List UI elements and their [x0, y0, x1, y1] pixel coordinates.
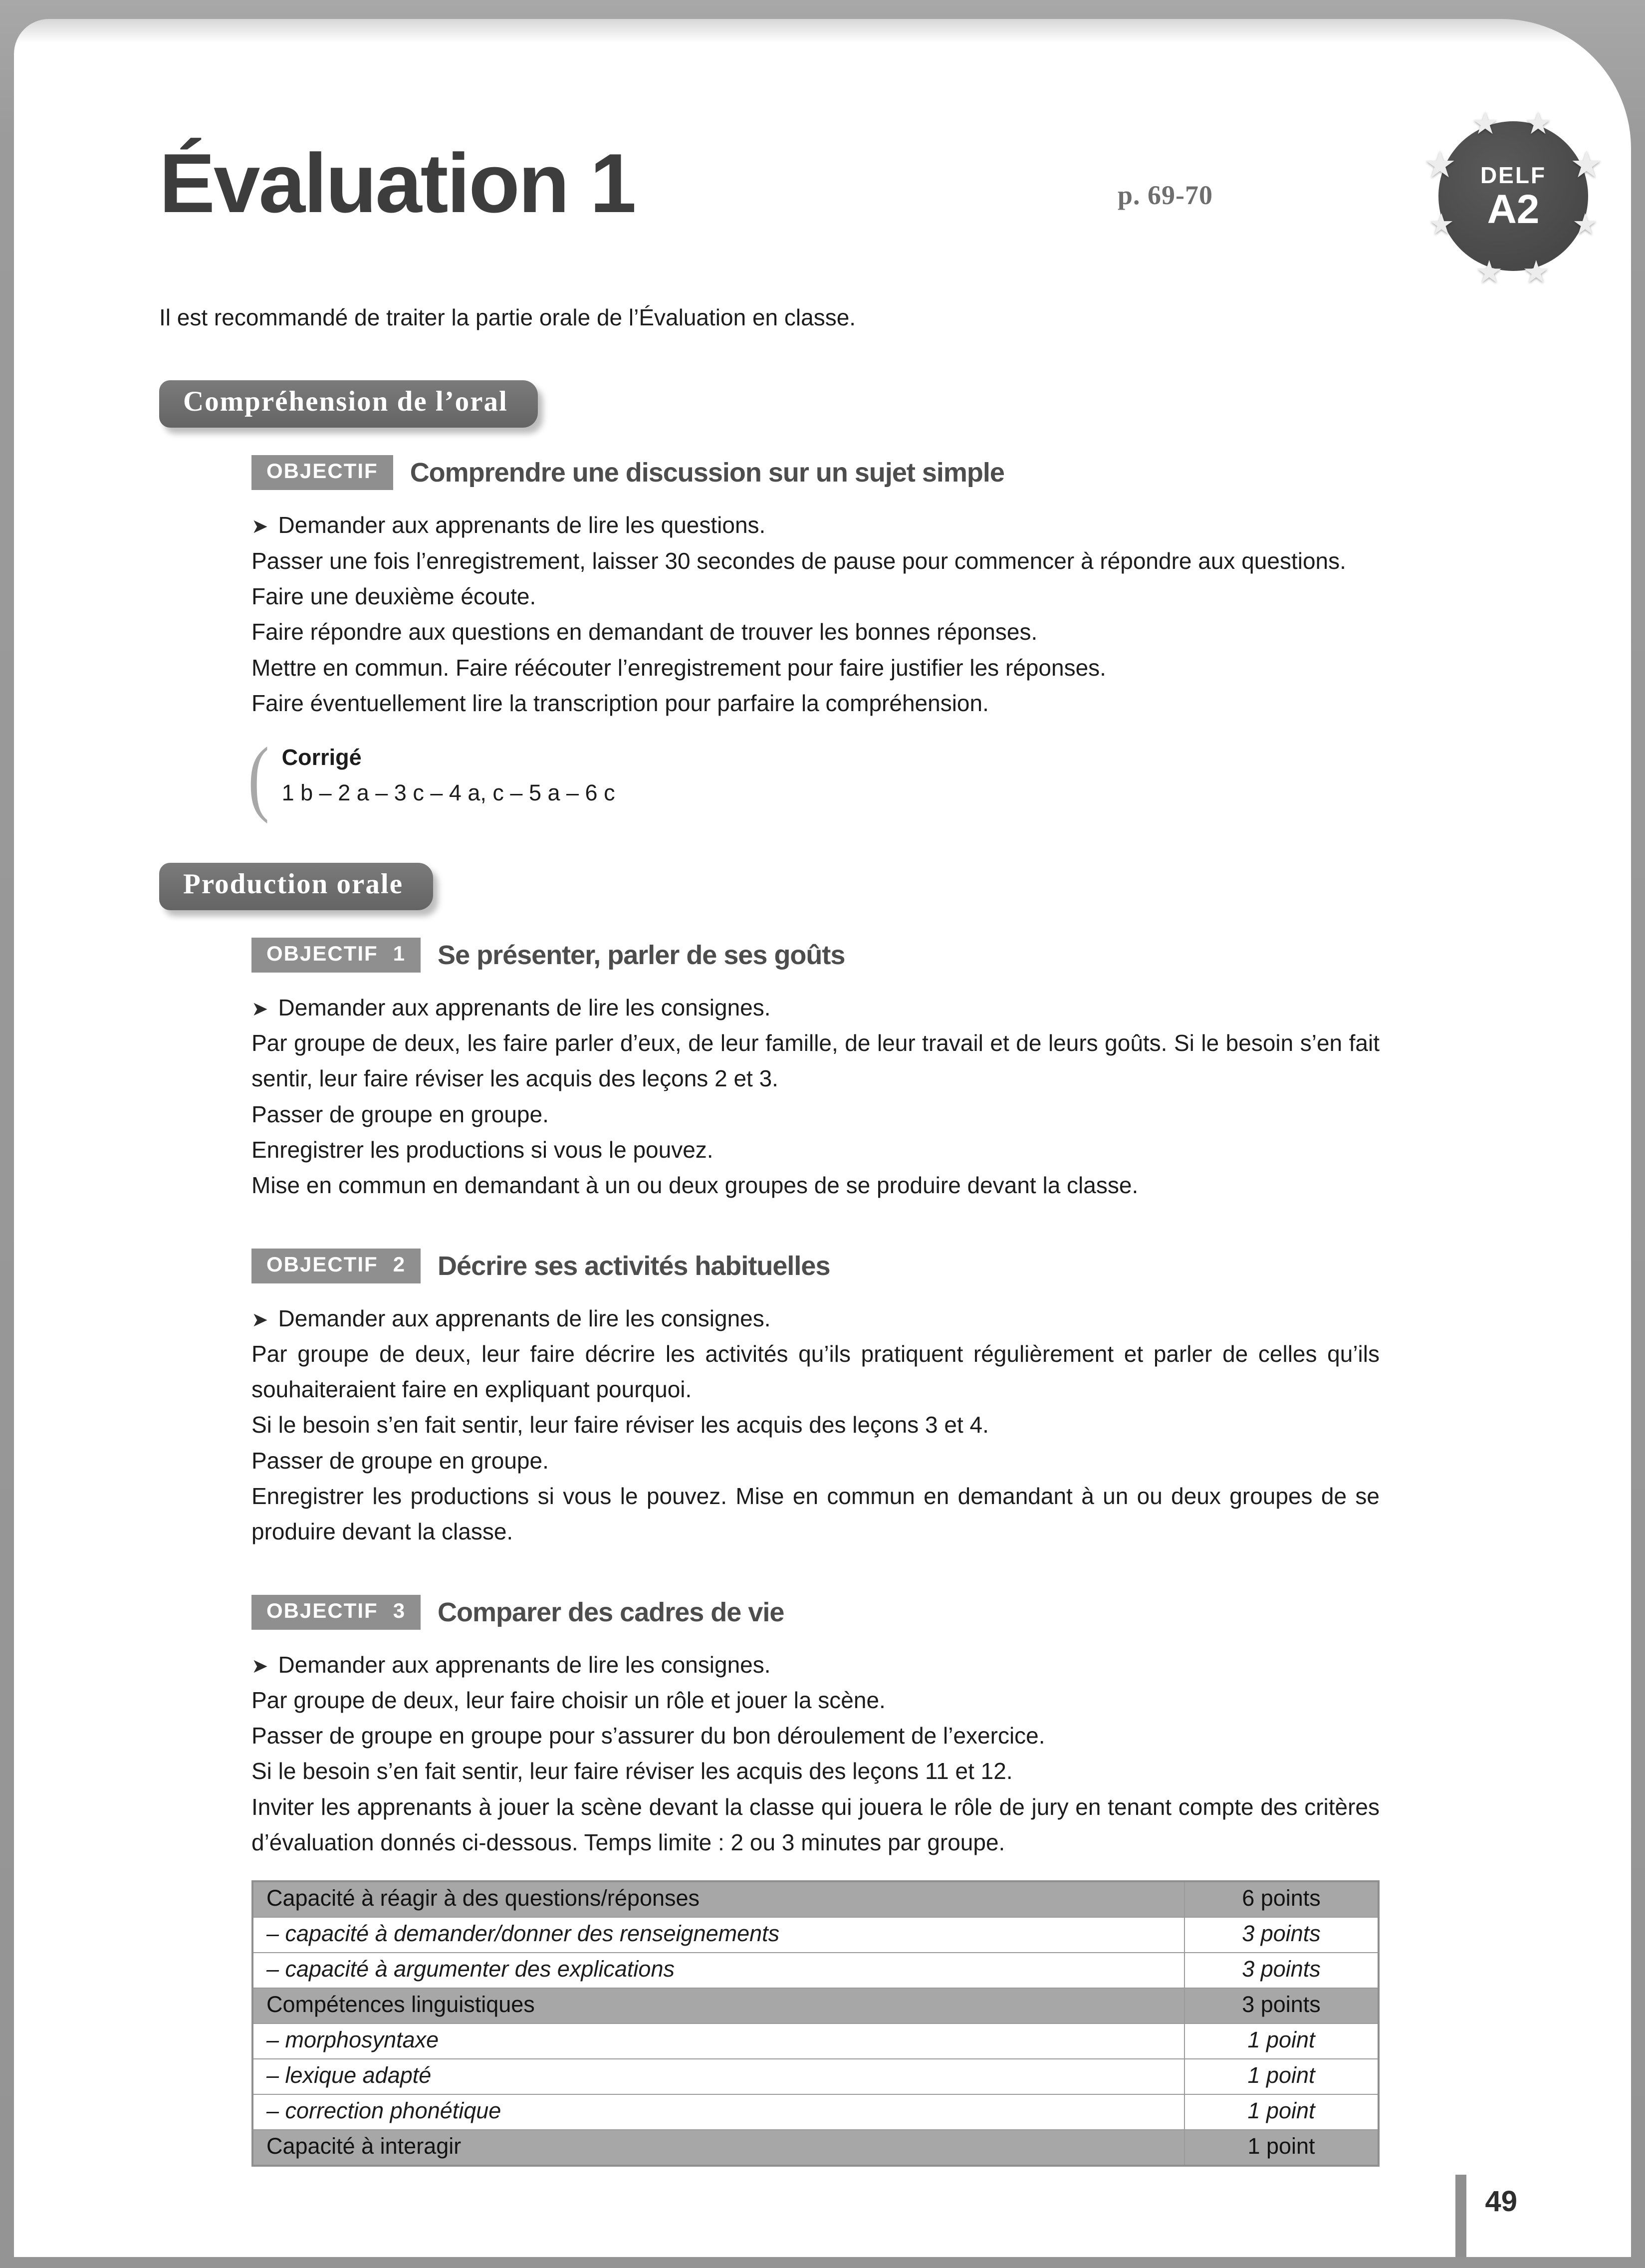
objectif-title: Comparer des cadres de vie: [438, 1597, 784, 1627]
table-row: [252, 2094, 1379, 2130]
paragraph: Par groupe de deux, leur faire décrire les activités qu’ils pratiquent régulièrement et parler de celles qu’ils souhaiteraient faire en expliquant pourquoi.: [251, 1340, 1380, 1403]
arrow-bullet-icon: ➤: [251, 1308, 268, 1331]
objective-block-2: [251, 1249, 1380, 1550]
table-row: [252, 1917, 1379, 1953]
objectif-badge-number: 2: [393, 1252, 406, 1276]
table-row: [252, 1988, 1379, 2023]
criteria-cell: – capacité à demander/donner des renseignements: [252, 1917, 1184, 1953]
section-banner-label: Compréhension de l’oral: [183, 386, 508, 418]
objectif-badge-number: 1: [393, 941, 406, 965]
points-cell: 3 points: [1184, 1917, 1379, 1953]
objectif-badge-number: 3: [393, 1598, 406, 1622]
section-banner-production-orale: [159, 863, 433, 910]
points-cell: 6 points: [1184, 1881, 1379, 1917]
criteria-cell: Capacité à réagir à des questions/réponses: [252, 1881, 1184, 1917]
star-icon: ★: [1572, 208, 1598, 241]
section-comprehension-oral: [248, 455, 1380, 824]
bullet-text: Demander aux apprenants de lire les consignes.: [278, 994, 771, 1020]
section-banner-label: Production orale: [183, 868, 403, 900]
arrow-bullet-icon: ➤: [251, 1655, 268, 1677]
paragraph: Faire une deuxième écoute.: [251, 583, 536, 610]
objectif-badge-label: OBJECTIF: [266, 1252, 378, 1276]
delf-label: DELF: [1480, 162, 1547, 189]
criteria-cell: – morphosyntaxe: [252, 2023, 1184, 2059]
criteria-cell: Capacité à interagir: [252, 2130, 1184, 2166]
criteria-cell: – lexique adapté: [252, 2059, 1184, 2094]
table-row: [252, 1953, 1379, 1988]
delf-a2-badge: [1423, 106, 1603, 289]
page: [14, 19, 1631, 2257]
bullet-text: Demander aux apprenants de lire les consignes.: [278, 1651, 771, 1678]
points-cell: 3 points: [1184, 1988, 1379, 2023]
page-ref: p. 69-70: [1118, 180, 1213, 210]
table-row: [252, 2059, 1379, 2094]
corrige-block: [248, 730, 1380, 824]
instruction-bullet: [251, 1301, 1380, 1336]
corrige-answers: 1 b – 2 a – 3 c – 4 a, c – 5 a – 6 c: [281, 780, 615, 806]
star-icon: ★: [1522, 255, 1550, 289]
corrige-bracket-icon: (: [248, 730, 269, 824]
points-cell: 3 points: [1184, 1953, 1379, 1988]
arrow-bullet-icon: ➤: [251, 515, 268, 538]
bullet-text: Demander aux apprenants de lire les consignes.: [278, 1305, 771, 1331]
objectif-badge: [251, 938, 421, 973]
paragraph: Par groupe de deux, leur faire choisir un rôle et jouer la scène.: [251, 1687, 886, 1713]
criteria-cell: – capacité à argumenter des explications: [252, 1953, 1184, 1988]
points-cell: 1 point: [1184, 2059, 1379, 2094]
intro-text: Il est recommandé de traiter la partie orale de l’Évaluation en classe.: [159, 304, 856, 331]
paragraph: Si le besoin s’en fait sentir, leur faire réviser les acquis des leçons 3 et 4.: [251, 1412, 989, 1438]
points-cell: 1 point: [1184, 2023, 1379, 2059]
objectif-title: Se présenter, parler de ses goûts: [438, 940, 845, 970]
objectif-badge-label: OBJECTIF: [266, 459, 378, 483]
table-row: [252, 2023, 1379, 2059]
table-row: [252, 1881, 1379, 1917]
objectif-title: Décrire ses activités habituelles: [438, 1251, 830, 1281]
star-icon: ★: [1428, 208, 1454, 241]
paragraph: Passer de groupe en groupe.: [251, 1101, 549, 1127]
star-icon: ★: [1570, 144, 1603, 185]
paragraph: Faire répondre aux questions en demandant de trouver les bonnes réponses.: [251, 619, 1038, 645]
objectif-badge: [251, 455, 393, 490]
paragraph: Par groupe de deux, les faire parler d’eux, de leur famille, de leur travail et de leurs goûts. Si le besoin s’en fait sentir, leur faire réviser les acquis des leçons 2 et 3.: [251, 1030, 1380, 1092]
instruction-bullet: [251, 507, 1380, 543]
section-banner-comprehension-oral: [159, 380, 538, 428]
objective-block-1: [251, 938, 1380, 1204]
paragraph: Enregistrer les productions si vous le pouvez.: [251, 1136, 713, 1163]
objectif-title: Comprendre une discussion sur un sujet simple: [410, 458, 1004, 488]
star-icon: ★: [1524, 106, 1552, 141]
points-cell: 1 point: [1184, 2130, 1379, 2166]
paragraph: Passer de groupe en groupe pour s’assurer du bon déroulement de l’exercice.: [251, 1723, 1045, 1749]
criteria-cell: – correction phonétique: [252, 2094, 1184, 2130]
criteria-cell: Compétences linguistiques: [252, 1988, 1184, 2023]
paragraph: Enregistrer les productions si vous le pouvez. Mise en commun en demandant à un ou deux groupes de se produire devant la classe.: [251, 1483, 1380, 1545]
objective-block-3: [251, 1595, 1380, 1861]
page-number: 49: [1485, 2185, 1517, 2218]
corrige-label: Corrigé: [281, 745, 362, 770]
bullet-text: Demander aux apprenants de lire les questions.: [278, 512, 766, 538]
objectif-badge: [251, 1595, 421, 1630]
page-title: Évaluation 1: [159, 136, 635, 230]
instruction-bullet: [251, 990, 1380, 1025]
paragraph: Passer une fois l’enregistrement, laisser 30 secondes de pause pour commencer à répondre aux questions.: [251, 547, 1346, 574]
paragraph: Inviter les apprenants à jouer la scène devant la classe qui jouera le rôle de jury en tenant compte des critères d’évaluation donnés ci-dessous. Temps limite : 2 ou 3 minutes par groupe.: [251, 1793, 1380, 1856]
evaluation-criteria-table: [251, 1880, 1380, 2167]
table-row: [252, 2130, 1379, 2166]
page-number-bar: [1455, 2175, 1466, 2257]
star-icon: ★: [1475, 255, 1503, 289]
objectif-badge-label: OBJECTIF: [266, 941, 378, 965]
paragraph: Mettre en commun. Faire réécouter l’enregistrement pour faire justifier les réponses.: [251, 654, 1106, 681]
delf-level: A2: [1487, 187, 1540, 233]
objectif-badge-label: OBJECTIF: [266, 1598, 378, 1622]
objectif-badge: [251, 1249, 421, 1283]
star-icon: ★: [1471, 106, 1499, 141]
paragraph: Faire éventuellement lire la transcription pour parfaire la compréhension.: [251, 690, 989, 716]
paragraph: Mise en commun en demandant à un ou deux groupes de se produire devant la classe.: [251, 1172, 1139, 1199]
section-production-orale: [251, 938, 1380, 1861]
arrow-bullet-icon: ➤: [251, 998, 268, 1020]
paragraph: Passer de groupe en groupe.: [251, 1447, 549, 1474]
paragraph: Si le besoin s’en fait sentir, leur faire réviser les acquis des leçons 11 et 12.: [251, 1758, 1013, 1784]
points-cell: 1 point: [1184, 2094, 1379, 2130]
star-icon: ★: [1423, 144, 1457, 185]
instruction-bullet: [251, 1647, 1380, 1683]
